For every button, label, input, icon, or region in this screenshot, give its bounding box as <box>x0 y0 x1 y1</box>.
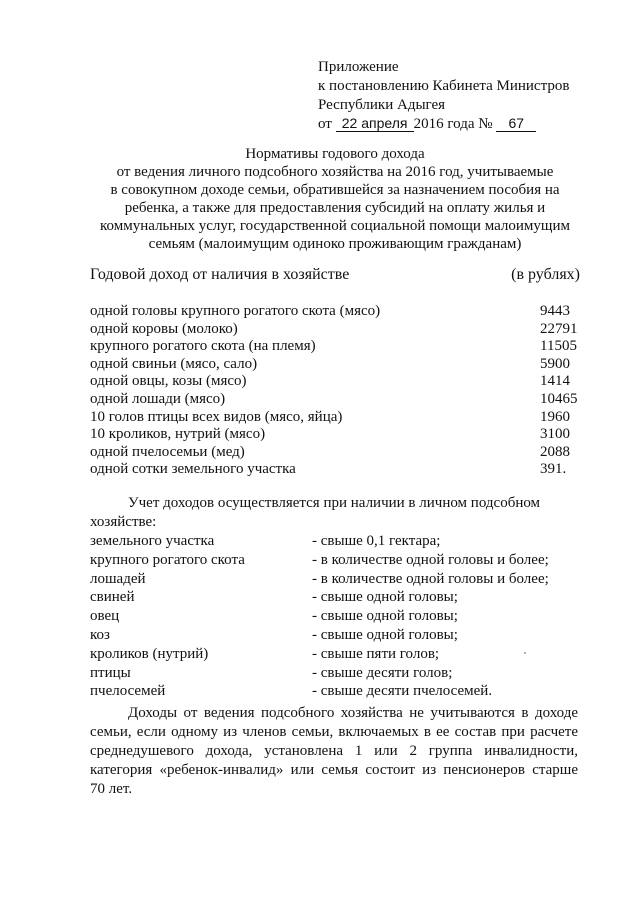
condition-text: - в количестве одной головы и более; <box>312 551 549 568</box>
final-line-5: 70 лет. <box>90 781 133 797</box>
document-title <box>60 145 610 253</box>
order-year: 2016 года № <box>413 116 493 132</box>
income-value: 2088 <box>540 443 570 460</box>
final-line-2: семьи, если одному из членов семьи, включаемых в ее состав при расчете <box>90 724 578 740</box>
income-item: одной пчелосемьи (мед) <box>90 443 245 460</box>
title-line-1: Нормативы годового дохода <box>245 146 425 162</box>
income-item: одной головы крупного рогатого скота (мясо) <box>90 303 381 319</box>
list-item <box>90 664 580 683</box>
income-item: крупного рогатого скота (на племя) <box>90 338 316 355</box>
list-item <box>90 551 580 570</box>
income-table <box>90 302 578 478</box>
list-item <box>90 682 580 701</box>
final-line-3: среднедушевого дохода, установлена 1 или 2 группа инвалидности, <box>90 743 578 759</box>
table-row <box>90 302 575 320</box>
table-row <box>90 355 575 373</box>
income-value: 9443 <box>540 303 570 319</box>
conditions-intro-line-1: Учет доходов осуществляется при наличии в личном подсобном <box>128 495 541 511</box>
condition-item: пчелосемей <box>90 683 166 700</box>
title-line-2: от ведения личного подсобного хозяйства на 2016 год, учитываемые <box>116 164 554 180</box>
income-value: 5900 <box>540 355 570 372</box>
order-number: 67 <box>496 116 536 132</box>
title-line-4: ребенка, а также для предоставления субсидий на оплату жилья и <box>124 200 546 216</box>
order-prefix: от <box>318 116 332 132</box>
condition-item: свиней <box>90 589 135 606</box>
order-date: 22 апреля <box>336 116 414 132</box>
table-row <box>90 337 575 355</box>
income-table-header <box>90 266 580 286</box>
condition-text: - свыше десяти пчелосемей. <box>312 683 493 700</box>
title-line-3: в совокупном доходе семьи, обратившейся за назначением пособия на <box>110 182 560 198</box>
appendix-label: Приложение <box>318 59 399 75</box>
scan-speck <box>524 652 526 654</box>
table-row <box>90 425 575 443</box>
condition-item: крупного рогатого скота <box>90 551 245 568</box>
condition-item: кроликов (нутрий) <box>90 645 209 662</box>
income-value: 1414 <box>540 373 570 390</box>
income-item: одной сотки земельного участка <box>90 461 296 478</box>
condition-item: овец <box>90 608 120 625</box>
condition-text: - в количестве одной головы и более; <box>312 570 549 587</box>
list-item <box>90 588 580 607</box>
title-line-6: семьям (малоимущим одиноко проживающим гражданам) <box>148 236 522 252</box>
conditions-intro <box>90 494 580 532</box>
final-line-4: категория «ребенок-инвалид» или семья состоит из пенсионеров старше <box>90 762 578 778</box>
condition-text: - свыше одной головы; <box>312 589 458 606</box>
appendix-header <box>318 58 618 134</box>
income-header-left: Годовой доход от наличия в хозяйстве <box>90 266 350 283</box>
appendix-order-line <box>318 115 618 134</box>
table-row <box>90 390 578 408</box>
appendix-resolution: к постановлению Кабинета Министров <box>318 78 570 94</box>
income-item: одной овцы, козы (мясо) <box>90 373 247 390</box>
list-item <box>90 532 580 551</box>
income-value: 1960 <box>540 408 570 425</box>
table-row <box>90 372 575 390</box>
income-item: 10 кроликов, нутрий (мясо) <box>90 426 266 443</box>
condition-text: - свыше одной головы; <box>312 608 458 625</box>
income-value: 10465 <box>540 390 578 407</box>
income-value: 22791 <box>540 320 578 337</box>
title-line-5: коммунальных услуг, государственной социальной помощи малоимущим <box>100 218 570 234</box>
income-item: 10 голов птицы всех видов (мясо, яйца) <box>90 408 343 425</box>
income-value: 391. <box>540 461 567 478</box>
table-row <box>90 443 575 461</box>
conditions-list <box>90 532 580 701</box>
condition-text: - свыше пяти голов; <box>312 645 440 662</box>
income-header-right: (в рублях) <box>511 266 580 283</box>
condition-text: - свыше десяти голов; <box>312 664 453 681</box>
condition-text: - свыше одной головы; <box>312 626 458 643</box>
income-item: одной свиньи (мясо, сало) <box>90 355 258 372</box>
list-item <box>90 626 580 645</box>
table-row <box>90 320 578 338</box>
table-row <box>90 408 575 426</box>
final-paragraph <box>90 704 578 799</box>
income-item: одной коровы (молоко) <box>90 320 238 337</box>
condition-item: земельного участка <box>90 533 215 549</box>
condition-item: лошадей <box>90 570 146 587</box>
list-item <box>90 570 580 589</box>
appendix-republic: Республики Адыгея <box>318 97 446 113</box>
conditions-intro-line-2: хозяйстве: <box>90 514 157 530</box>
income-item: одной лошади (мясо) <box>90 390 226 407</box>
income-value: 3100 <box>540 426 570 443</box>
condition-item: птицы <box>90 664 131 681</box>
list-item <box>90 645 580 664</box>
income-value: 11505 <box>540 338 577 355</box>
final-line-1: Доходы от ведения подсобного хозяйства не учитываются в доходе <box>128 705 578 721</box>
list-item <box>90 607 580 626</box>
condition-text: - свыше 0,1 гектара; <box>312 533 441 549</box>
condition-item: коз <box>90 626 110 643</box>
table-row <box>90 460 575 478</box>
